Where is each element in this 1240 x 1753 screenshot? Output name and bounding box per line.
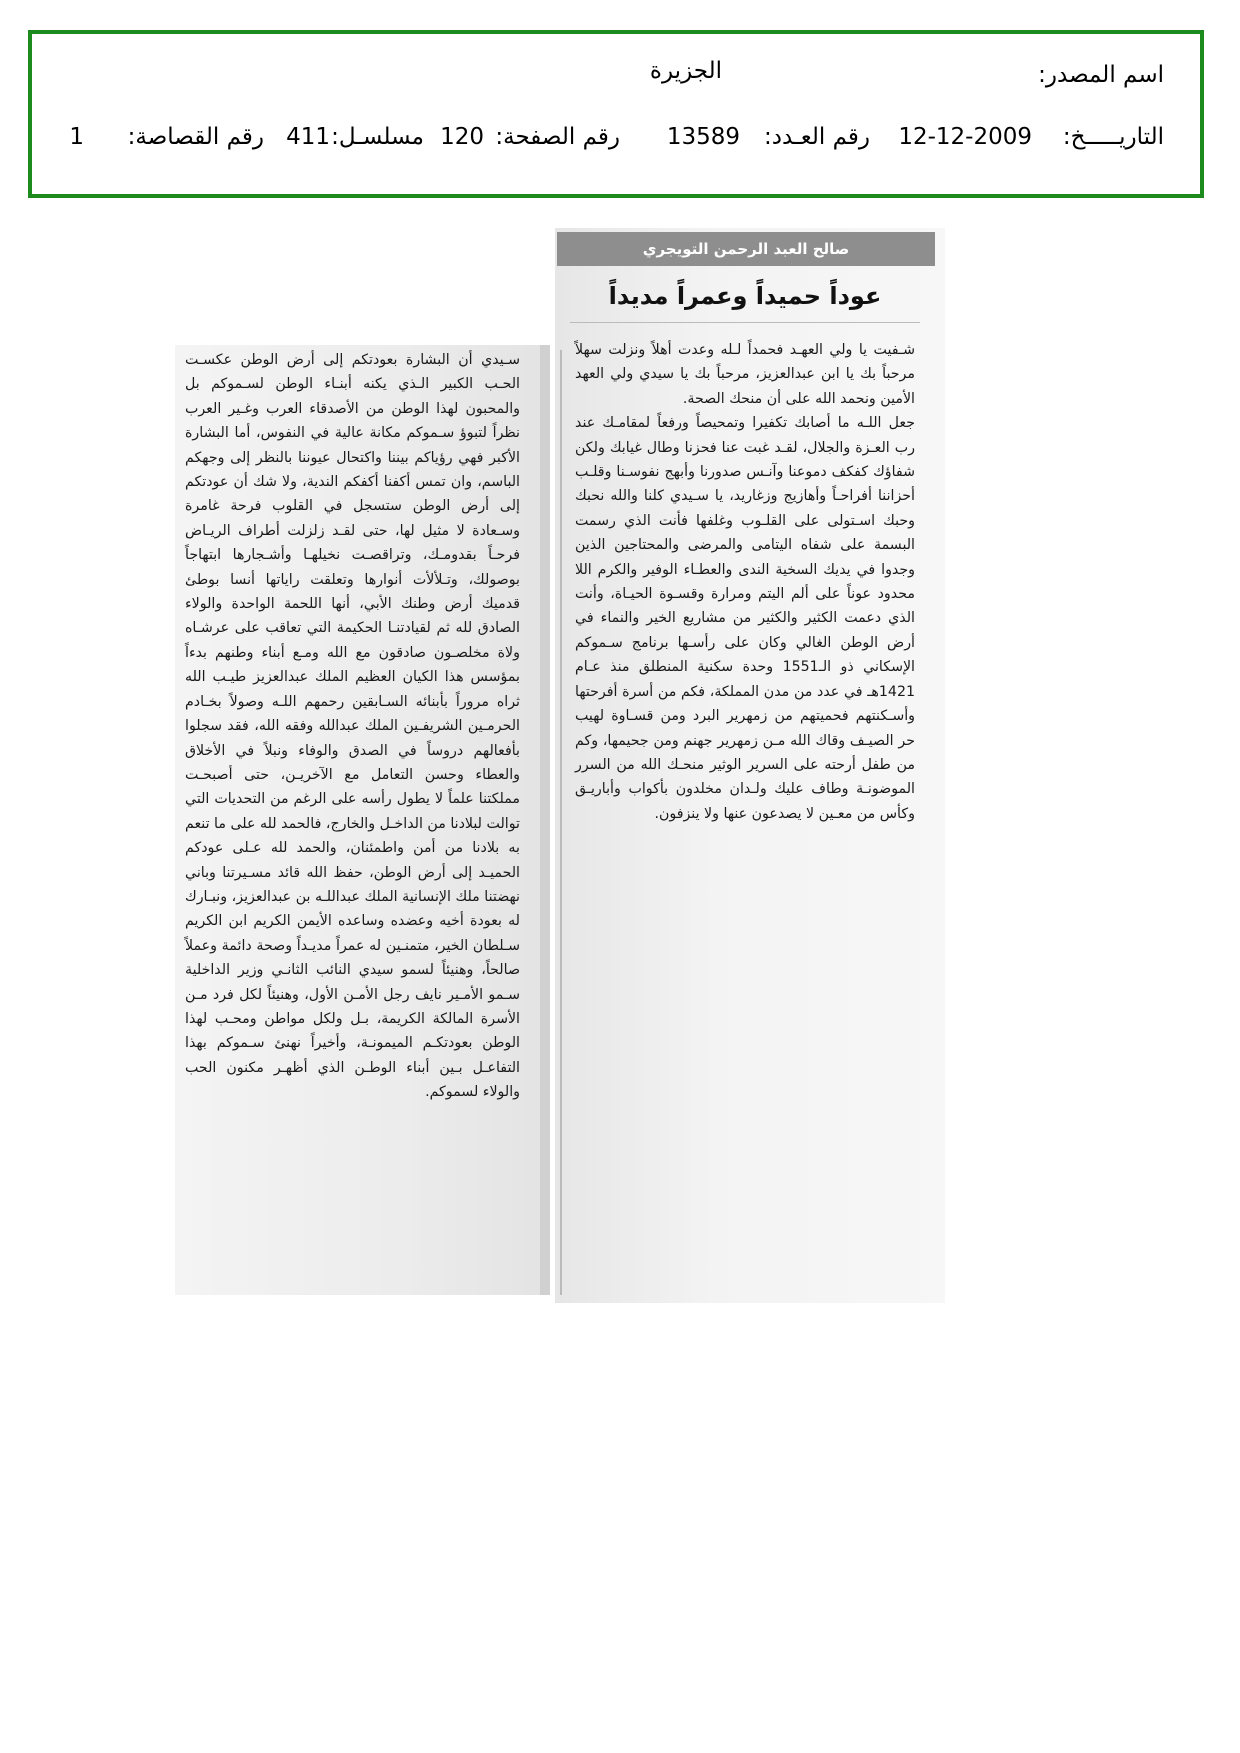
paragraph: شـفيت يا ولي العهـد فحمداً لـله وعدت أهلاً ونزلت سهلاً مرحباً بك يا ابن عبدالعزيز، مرحباً بك يا سيدي ولي العهد الأمين ونحمد الله على أن منحك الصحة. (575, 342, 915, 407)
date-value: 12-12-2009 (898, 124, 1032, 150)
article-column-left (185, 348, 520, 1105)
clip-label: رقم القصاصة: (127, 124, 264, 150)
article-title: عوداً حميداً وعمراً مديداً (570, 282, 920, 323)
serial-label: مسلسـل: (331, 124, 424, 150)
source-value: الجزيرة (649, 58, 722, 84)
metadata-header-box (28, 30, 1204, 198)
issue-value: 13589 (666, 124, 740, 150)
paragraph: سـيدي أن البشارة بعودتكم إلى أرض الوطن عكسـت الحـب الكبير الـذي يكنه أبنـاء الوطن لسـموكم بل والمحبون لهذا الوطن من الأصدقاء العرب وغـير العرب نظراً لتبوؤ سـموكم مكانة عالية في النفوس، أما البشارة الأكبر فهي رؤياكم بيننا واكتحال عيوننا بالنظر إلى وجهكم الباسم، وان تمس أكفنا أكفكم الندية، ولا شك أن عودتكم إلى أرض الوطن ستسجل في القلوب فرحة غامرة وسـعادة لا مثيل لها، حتى لقـد زلزلت أطراف الريـاض فرحـاً بقدومـك، وتراقصـت نخيلهـا وأشـجارها ابتهاجاً بوصولك، وتـلألأت أنوارها وتعلقت راياتها أنسا بوطئ قدميك أرض وطنك الأبي، أنها اللحمة الواحدة والولاء الصادق لله ثم لقيادتنـا الحكيمة التي تعاقب على عرشـاه ولاة مخلصـون صادقون مع الله ومـع أبناء وطنهم بدءاً بمؤسس هذا الكيان العظيم الملك عبدالعزيز طيـب الله ثراه مروراً بأبنائه السـابقين رحمهم اللـه وصولاً بخـادم الحرمـين الشريفـين الملك عبدالله وفقه الله، فقد سجلوا بأفعالهم دروساً في الصدق والوفاء ونبلاً في الأخلاق والعطاء وحسن التعامل مع الآخريـن، حتى أصبحـت مملكتنا علماً لا يطول رأسه على الرغم من التحديات التي توالت لبلادنا من الداخـل والخارج، فالحمد لله على ما تنعم به بلادنا من أمن واطمئنان، والحمد لله عـلى عودكم الحميـد إلى أرض الوطن، حفظ الله قائد مسـيرتنا وباني نهضتنا ملك الإنسانية الملك عبداللـه بن عبدالعزيز، ونبـارك له بعودة أخيه وعضده وساعده الأيمن الكريم ابن الكريم سـلطان الخير، متمنـين له عمراً مديـداً وصحة دائمة وعملاً صالحاً، وهنيئاً لسمو سيدي النائب الثانـي وزير الداخلية سـمو الأمـير نايف رجل الأمـن الأول، وهنيئاً لكل فرد مـن الأسرة المالكة الكريمة، بـل ولكل مواطن ومحـب لهذا الوطن بعودتكـم الميمونـة، وأخيراً نهنئ سـموكم بهذا التفاعـل بـين أبناء الوطـن الذي أظهـر مكنون الحب والولاء لسموكم. (185, 352, 520, 1101)
page-label: رقم الصفحة: (495, 124, 620, 150)
newspaper-clipping (175, 220, 945, 1300)
serial-value: 411 (286, 124, 330, 150)
clip-value: 1 (69, 124, 84, 150)
article-column-right (575, 338, 915, 826)
paragraph: جعل اللـه ما أصابك تكفيرا وتمحيصاً ورفعاً لمقامـك عند رب العـزة والجلال، لقـد غبت عنا فحزنا وطال غيابك ولكن شفاؤك كفكف دموعنا وآنـس صدورنا وأبهج نفوسـنا وقلـب أحزاننا أفراحـاً وأهازيج وزغاريد، يا سـيدي كلنا والله نحبك وحبك اسـتولى على القلـوب وغلفها فأنت الذي رسمت البسمة على شفاه اليتامى والمرضى والمحتاجين الذين وجدوا في يديك السخية الندى والعطـاء الوفير والكرم اللا محدود عوناً على ألم اليتم ومرارة وقسـوة الحيـاة، وأنت الذي دعمت الكثير والكثير من مشاريع الخير والنماء في أرض الوطن الغالي وكان على رأسـها برنامج سـموكم الإسكاني ذو الـ1551 وحدة سكنية المنطلق منذ عـام 1421هـ في عدد من مدن المملكة، فكم من أسرة أفرحتها وأسـكنتهم فحميتهم من زمهرير البرد ومن قسـاوة لهيب حر الصيـف وقاك الله مـن زمهرير جهنم ومن جحيمها، وكم من طفل أرحته على السرير الوثير منحـك الله من السرر الموضونـة وطاف عليك ولـدان مخلدون بأكواب وأباريـق وكأس من معـين لا يصدعون عنها ولا ينزفون. (575, 415, 915, 822)
clipping-edge-shadow (540, 345, 550, 1295)
source-label: اسم المصدر: (1038, 62, 1164, 88)
column-divider (560, 350, 562, 1295)
date-label: التاريـــــخ: (1062, 124, 1164, 150)
issue-label: رقم العـدد: (763, 124, 870, 150)
author-byline: صالح العبد الرحمن التويجري (557, 232, 935, 266)
page-value: 120 (440, 124, 484, 150)
